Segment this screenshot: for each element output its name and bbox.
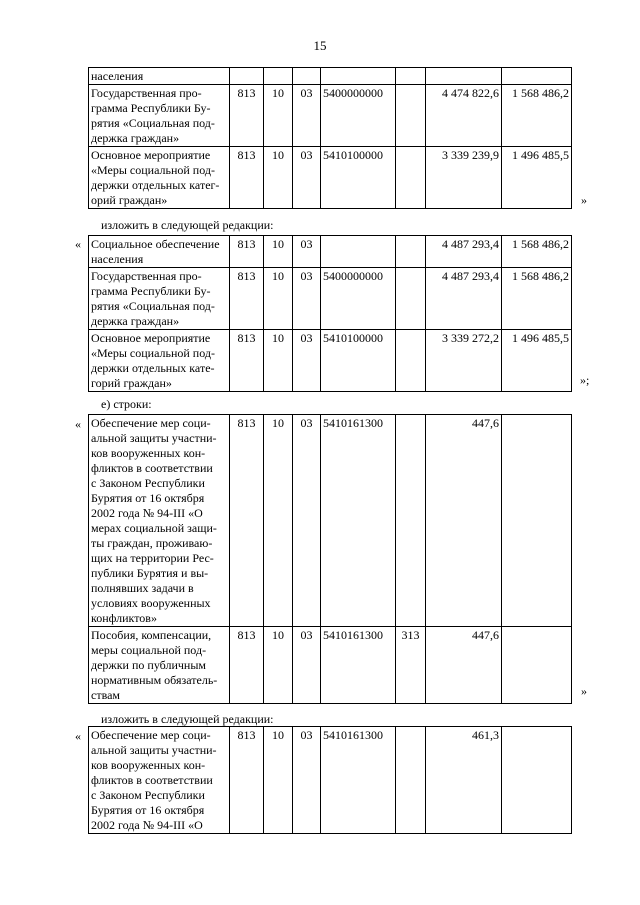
amount-federal [502, 68, 572, 85]
expense-type-code [396, 85, 426, 147]
expense-type-code [396, 236, 426, 268]
opening-quote: « [75, 729, 81, 743]
ved-code: 813 [230, 236, 264, 268]
expense-type-code [396, 68, 426, 85]
target-article-code: 5410161300 [321, 627, 396, 704]
amount-total [426, 68, 502, 85]
ved-code: 813 [230, 268, 264, 330]
section-code: 10 [264, 330, 293, 392]
closing-quote: »; [580, 373, 590, 387]
row-name: Государственная про- грамма Республики Бу- рятия «Социальная под- держка граждан» [89, 268, 230, 330]
row-name: Основное мероприятие «Меры социальной под- держки отдельных катег- орий граждан» [89, 147, 230, 209]
table-row [89, 415, 572, 627]
budget-table-new-rows [88, 726, 572, 834]
target-article-code [321, 68, 396, 85]
expense-type-code [396, 727, 426, 834]
amount-total: 447,6 [426, 415, 502, 627]
ved-code: 813 [230, 147, 264, 209]
section-code: 10 [264, 727, 293, 834]
amount-total: 4 487 293,4 [426, 236, 502, 268]
amendment-note: е) строки: [101, 397, 152, 411]
ved-code: 813 [230, 330, 264, 392]
section-code: 10 [264, 415, 293, 627]
subsection-code: 03 [293, 727, 321, 834]
amount-federal: 1 568 486,2 [502, 236, 572, 268]
row-name: Основное мероприятие «Меры социальной под- держки отдельных кате- горий граждан» [89, 330, 230, 392]
target-article-code: 5410100000 [321, 147, 396, 209]
row-name: Обеспечение мер соци- альной защиты участни- ков вооруженных кон- фликтов в соответствии с Законом Республики Бурятия от 16 октября 2002 года № 94-III «О [89, 727, 230, 834]
section-code: 10 [264, 85, 293, 147]
amendment-note: изложить в следующей редакции: [101, 712, 274, 726]
row-name: Государственная про- грамма Республики Бу- рятия «Социальная под- держка граждан» [89, 85, 230, 147]
target-article-code: 5400000000 [321, 85, 396, 147]
table-row [89, 68, 572, 85]
closing-quote: » [581, 684, 587, 698]
amount-total: 3 339 272,2 [426, 330, 502, 392]
amount-federal: 1 496 485,5 [502, 330, 572, 392]
target-article-code: 5410161300 [321, 727, 396, 834]
amount-federal: 1 568 486,2 [502, 85, 572, 147]
amount-total: 4 474 822,6 [426, 85, 502, 147]
section-code: 10 [264, 627, 293, 704]
amount-federal: 1 496 485,5 [502, 147, 572, 209]
ved-code [230, 68, 264, 85]
amount-total: 3 339 239,9 [426, 147, 502, 209]
target-article-code [321, 236, 396, 268]
expense-type-code [396, 147, 426, 209]
row-name: Пособия, компенсации, меры социальной под- держки по публичным нормативным обязатель- ствам [89, 627, 230, 704]
opening-quote: « [75, 417, 81, 431]
target-article-code: 5410100000 [321, 330, 396, 392]
table-row [89, 236, 572, 268]
budget-table-old-rows [88, 67, 572, 209]
section-code [264, 68, 293, 85]
table-row [89, 147, 572, 209]
subsection-code: 03 [293, 268, 321, 330]
opening-quote: « [75, 237, 81, 251]
expense-type-code [396, 268, 426, 330]
table-row [89, 330, 572, 392]
subsection-code [293, 68, 321, 85]
subsection-code: 03 [293, 85, 321, 147]
row-name: населения [89, 68, 230, 85]
table-row [89, 85, 572, 147]
budget-table-new-rows [88, 235, 572, 392]
closing-quote: » [581, 193, 587, 207]
subsection-code: 03 [293, 330, 321, 392]
amount-total: 4 487 293,4 [426, 268, 502, 330]
page-number: 15 [313, 38, 327, 53]
amount-federal [502, 627, 572, 704]
subsection-code: 03 [293, 236, 321, 268]
ved-code: 813 [230, 727, 264, 834]
target-article-code: 5410161300 [321, 415, 396, 627]
subsection-code: 03 [293, 627, 321, 704]
table-row [89, 727, 572, 834]
expense-type-code [396, 330, 426, 392]
expense-type-code: 313 [396, 627, 426, 704]
subsection-code: 03 [293, 415, 321, 627]
budget-table-old-rows [88, 414, 572, 704]
amount-federal [502, 415, 572, 627]
amount-federal: 1 568 486,2 [502, 268, 572, 330]
section-code: 10 [264, 147, 293, 209]
ved-code: 813 [230, 627, 264, 704]
amount-federal [502, 727, 572, 834]
row-name: Социальное обеспечение населения [89, 236, 230, 268]
amount-total: 461,3 [426, 727, 502, 834]
expense-type-code [396, 415, 426, 627]
table-row [89, 627, 572, 704]
subsection-code: 03 [293, 147, 321, 209]
amount-total: 447,6 [426, 627, 502, 704]
amendment-note: изложить в следующей редакции: [101, 218, 274, 232]
target-article-code: 5400000000 [321, 268, 396, 330]
row-name: Обеспечение мер соци- альной защиты участни- ков вооруженных кон- фликтов в соответствии с Законом Республики Бурятия от 16 октября 2002 года № 94-III «О мерах социальной защи- ты граждан, проживаю- щих на территории Рес- публики Бурятия и вы- полнявших задачи в условиях вооруженных конфликтов» [89, 415, 230, 627]
section-code: 10 [264, 268, 293, 330]
ved-code: 813 [230, 415, 264, 627]
section-code: 10 [264, 236, 293, 268]
ved-code: 813 [230, 85, 264, 147]
table-row [89, 268, 572, 330]
